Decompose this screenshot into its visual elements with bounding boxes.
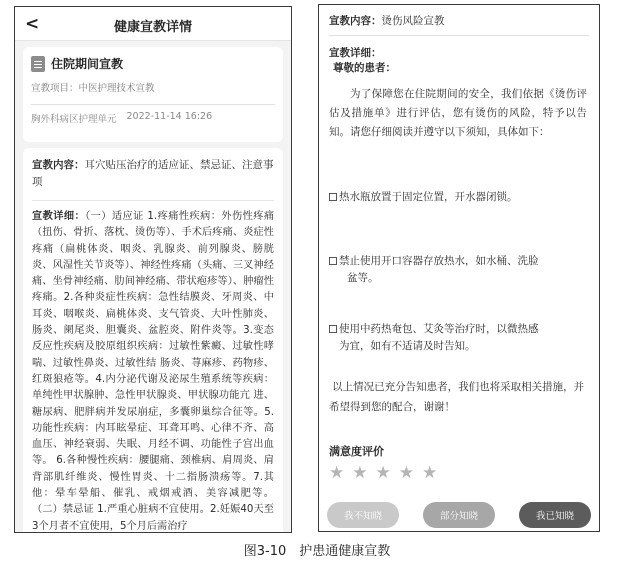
notice-item-line: 使用中药热奄包、艾灸等治疗时，以微热感: [339, 323, 539, 335]
notice-item: [329, 189, 585, 206]
notice-item-line: 热水瓶放置于固定位置，开水器闭锁。: [339, 191, 518, 203]
left-phone-screen: [14, 6, 292, 533]
divider: [329, 35, 589, 36]
detail-label: 宣教详细：: [32, 211, 86, 222]
right-phone-screen: [318, 4, 600, 532]
education-detail: [32, 209, 274, 533]
star-icon[interactable]: ★: [375, 463, 391, 483]
education-project: 宣教项目：中医护理技术宣教: [31, 83, 155, 94]
divider: [31, 104, 275, 105]
content-value: 耳穴贴压治疗的适应证、禁忌证、注意事项: [32, 159, 274, 188]
card-meta: [31, 111, 275, 125]
star-icon[interactable]: ★: [329, 463, 345, 483]
closing-statement: 以上情况已充分告知患者，我们也将采取相关措施，并希望得到您的配合，谢谢！: [329, 381, 585, 413]
star-rating: [329, 463, 437, 483]
notice-item: [329, 253, 585, 287]
notice-item-text: [339, 253, 585, 287]
card-header: [31, 55, 275, 72]
checkbox[interactable]: [329, 193, 337, 201]
content-label: 宣教内容：: [32, 159, 85, 171]
notice-item-line: 禁止使用开口容器存放热水，如水桶、洗脸: [339, 255, 539, 267]
not-known-button[interactable]: 我不知晓: [327, 502, 399, 528]
content-label: 宣教内容：: [329, 15, 382, 27]
education-content: [329, 13, 589, 28]
known-button[interactable]: 我已知晓: [519, 502, 591, 528]
star-icon[interactable]: ★: [352, 463, 368, 483]
checkbox[interactable]: [329, 257, 337, 265]
nav-bar: [15, 7, 291, 41]
satisfaction-title: 满意度评价: [329, 445, 384, 458]
notice-item-line: 盆等。: [347, 272, 379, 284]
timestamp: 2022-11-14 16:26: [126, 111, 213, 122]
education-content-card: [23, 148, 283, 533]
figure-caption: 图3-10 护患通健康宣教: [243, 544, 391, 559]
content-value: 烫伤风险宣教: [381, 15, 445, 27]
checkbox[interactable]: [329, 325, 337, 333]
detail-label: 宣教详细：: [329, 47, 382, 59]
notice-item-text: [339, 189, 585, 206]
back-icon[interactable]: <: [25, 14, 40, 34]
star-icon[interactable]: ★: [398, 463, 414, 483]
notice-item-text: [339, 321, 585, 355]
card-title: 住院期间宣教: [51, 57, 124, 71]
greeting: 尊敬的患者：: [333, 62, 396, 74]
detail-text: （一）适应证 1.疼痛性疾病：外伤性疼痛（扭伤、骨折、落枕、烫伤等）、手术后疼痛、炎症性疼痛（扁桃体炎、咽炎、乳腺炎、前列腺炎、膀胱炎、风湿性关节炎等）、神经性疼痛（头痛、三叉神经痛、坐骨神经痛、肋间神经痛、带状疱疹等）、肿瘤性疼痛。2.各种炎症性疾病：急性结膜炎、牙周炎、中耳炎、咽喉炎、扁桃体炎、支气管炎、大叶性肺炎、肠炎、阑尾炎、胆囊炎、盆腔炎、附件炎等。3.变态反应性疾病及胶原组织疾病：过敏性紫癜、过敏性哮喘、过敏性鼻炎、过敏性结 肠炎、荨麻疹、药物疹、红斑狼疮等。4.内分泌代谢及泌尿生殖系统等疾病：单纯性甲状腺肿、急性甲状腺炎、甲状腺功能亢 进、糖尿病、肥胖病并发尿崩症，多囊卵巢综合征等。5.功能性疾病：内耳眩晕症、耳聋耳鸣、心律不齐、高血压、神经衰弱、失眠、月经不调、功能性子宫出血等。 6.各种慢性疾病：腰腿痛、颈椎病、肩周炎、肩背部肌纤维炎、慢性胃炎、十二指肠溃疡等。7.其他：晕车晕船、催乳、戒烟戒酒、美容减肥等。 （二）禁忌证 1.严重心脏病不宜使用。2.妊娠40天至3个月者不宜使用，5个月后需治疗: [32, 211, 275, 532]
notice-item-line: 为宜，如有不适请及时告知。: [339, 340, 476, 352]
star-icon[interactable]: ★: [422, 463, 438, 483]
acknowledge-buttons: [327, 502, 591, 528]
divider: [32, 200, 274, 201]
partially-known-button[interactable]: 部分知晓: [423, 502, 495, 528]
department-name: 胸外科病区护理单元: [31, 114, 117, 125]
notice-paragraph: 为了保障您在住院期间的安全，我们依据《烫伤评估及措施单》进行评估，您有烫伤的风险，特予以告知。请您仔细阅读并遵守以下须知，具体如下：: [329, 88, 587, 138]
document-icon: [31, 56, 45, 72]
education-info-card: [23, 47, 283, 142]
education-content: [32, 157, 274, 191]
page-title: 健康宣教详情: [113, 20, 192, 35]
notice-item: [329, 321, 585, 355]
